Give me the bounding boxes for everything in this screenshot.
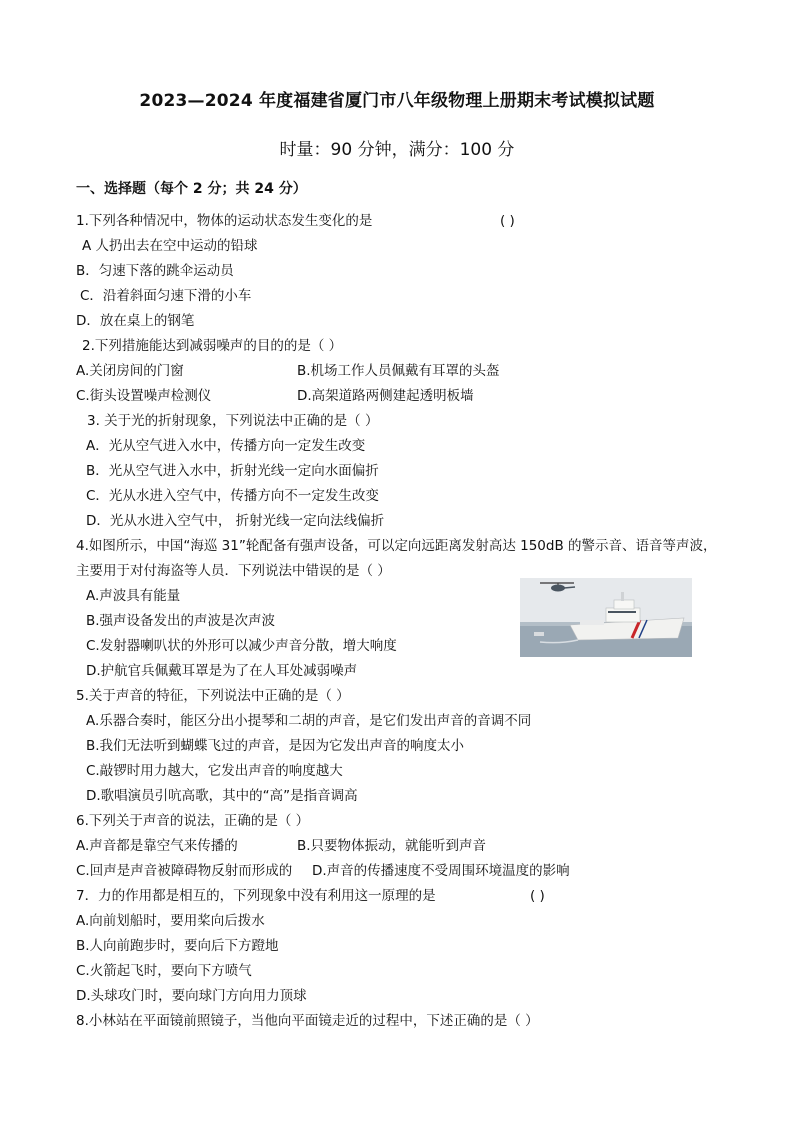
q6-option-a: A.声音都是靠空气来传播的: [76, 838, 238, 854]
q7-stem: 7．力的作用都是相互的，下列现象中没有利用这一原理的是: [76, 888, 436, 904]
q5-option-d: D.歌唱演员引吭高歌，其中的“高”是指音调高: [86, 788, 358, 804]
q6-stem: 6.下列关于声音的说法，正确的是（ ）: [76, 813, 310, 829]
q1-stem: 1.下列各种情况中，物体的运动状态发生变化的是: [76, 213, 373, 229]
q1-option-b: B．匀速下落的跳伞运动员: [76, 263, 234, 279]
q5-option-c: C.敲锣时用力越大，它发出声音的响度越大: [86, 763, 343, 779]
q1-option-c: C．沿着斜面匀速下滑的小车: [80, 288, 252, 304]
q6-option-b: B.只要物体振动，就能听到声音: [297, 838, 487, 854]
q5-option-b: B.我们无法听到蝴蝶飞过的声音，是因为它发出声音的响度太小: [86, 738, 465, 754]
q6-option-d: D.声音的传播速度不受周围环境温度的影响: [312, 863, 570, 879]
q7-option-c: C.火箭起飞时，要向下方喷气: [76, 963, 252, 979]
q7-option-a: A.向前划船时，要用桨向后拨水: [76, 913, 265, 929]
q3-stem: 3. 关于光的折射现象，下列说法中正确的是（ ）: [87, 413, 379, 429]
q4-stem-line2: 主要用于对付海盗等人员．下列说法中错误的是（ ）: [76, 563, 391, 579]
q2-option-b: B.机场工作人员佩戴有耳罩的头盔: [297, 363, 500, 379]
q3-option-b: B．光从空气进入水中，折射光线一定向水面偏折: [86, 463, 379, 479]
q4-option-a: A.声波具有能量: [86, 588, 181, 604]
q3-option-a: A．光从空气进入水中，传播方向一定发生改变: [86, 438, 366, 454]
q1-option-a: A 人扔出去在空中运动的铅球: [82, 238, 258, 254]
q2-option-c: C.街头设置噪声检测仪: [76, 388, 212, 404]
q5-stem: 5.关于声音的特征，下列说法中正确的是（ ）: [76, 688, 350, 704]
q1-option-d: D．放在桌上的钢笔: [76, 313, 195, 329]
exam-time-score: 时量：90 分钟，满分：100 分: [279, 140, 515, 160]
q7-answer-paren: ( ): [530, 888, 545, 904]
q6-option-c: C.回声是声音被障碍物反射而形成的: [76, 863, 293, 879]
q3-option-d: D．光从水进入空气中， 折射光线一定向法线偏折: [86, 513, 385, 529]
q7-option-d: D.头球攻门时，要向球门方向用力顶球: [76, 988, 307, 1004]
q4-stem-line1: 4.如图所示，中国“海巡 31”轮配备有强声设备，可以定向远距离发射高达 150dB 的警示音、语音等声波，: [76, 538, 717, 554]
q1-answer-paren: ( ): [500, 213, 515, 229]
q4-option-b: B.强声设备发出的声波是次声波: [86, 613, 276, 629]
q2-option-d: D.高架道路两侧建起透明板墙: [297, 388, 474, 404]
page-title: 2023—2024 年度福建省厦门市八年级物理上册期末考试模拟试题: [139, 91, 655, 111]
q7-option-b: B.人向前跑步时，要向后下方蹬地: [76, 938, 279, 954]
q3-option-c: C．光从水进入空气中，传播方向不一定发生改变: [86, 488, 379, 504]
q5-option-a: A.乐器合奏时，能区分出小提琴和二胡的声音，是它们发出声音的音调不同: [86, 713, 532, 729]
q2-option-a: A.关闭房间的门窗: [76, 363, 184, 379]
q2-stem: 2.下列措施能达到减弱噪声的目的的是（ ）: [82, 338, 343, 354]
section-heading: 一、选择题（每个 2 分；共 24 分）: [76, 181, 307, 197]
q4-option-c: C.发射器喇叭状的外形可以减少声音分散，增大响度: [86, 638, 397, 654]
coast-guard-ship-photo-icon: [520, 578, 692, 657]
q4-option-d: D.护航官兵佩戴耳罩是为了在人耳处减弱噪声: [86, 663, 358, 679]
q8-stem: 8.小林站在平面镜前照镜子，当他向平面镜走近的过程中，下述正确的是（ ）: [76, 1013, 539, 1029]
